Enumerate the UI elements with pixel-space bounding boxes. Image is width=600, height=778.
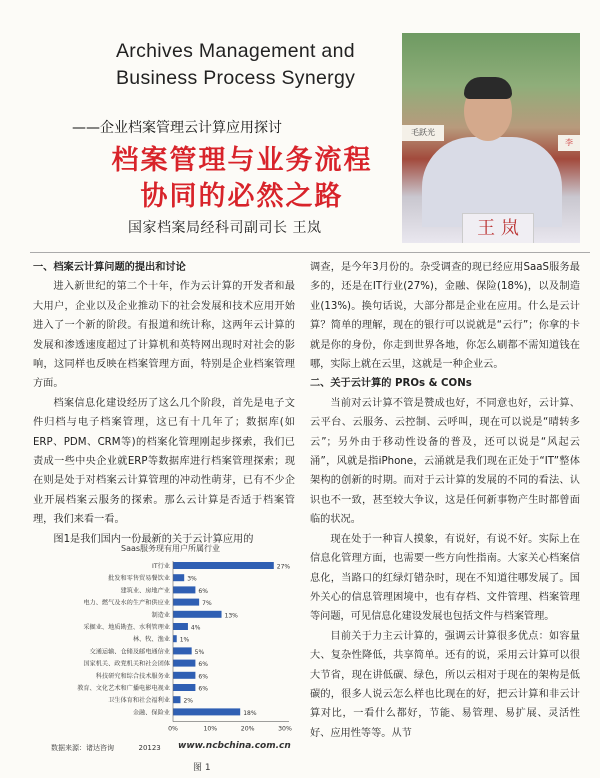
value-label: 13% — [224, 612, 238, 620]
english-title — [116, 38, 406, 92]
source-label: 数据来源：诸达咨询 — [51, 744, 114, 752]
english-title-line2: Business Process Synergy — [116, 67, 356, 89]
value-label: 1% — [179, 636, 190, 644]
category-label: IT行业 — [152, 563, 170, 570]
section-heading-2: 二、关于云计算的 PROs & CONs — [310, 378, 472, 390]
value-label: 4% — [190, 624, 201, 632]
category-label: 批发和零售贸易餐饮业 — [108, 575, 170, 583]
bar — [173, 562, 274, 569]
paragraph: 目前关于力主云计算的，强调云计算很多优点：如容量大、复杂性降低，共享简单。还有的说，采用云计算可以很大节省，现在讲低碳、绿色，所以云相对于现在的架构是低碳的，很多人说云怎么样也比现在的好，把云计算和非云计算对比，一看什么都好，节能、易管理、易扩展、灵活性好、应用性等等。从节 — [310, 630, 580, 739]
right-column — [310, 258, 580, 743]
subtitle: ——企业档案管理云计算应用探讨 — [72, 120, 282, 136]
value-label: 7% — [202, 600, 212, 608]
bar — [173, 672, 195, 679]
category-label: 林、牧、渔业 — [132, 636, 170, 644]
left-column — [33, 258, 295, 549]
paragraph: 当前对云计算不管是赞成也好，不同意也好，云计算、云平台、云服务、云控制、云呼叫，现在可以说是“晴转多云”；另外由于移动性设备的普及，还可以说是“风起云涌”，风就是指iPhone，云涌就是我们现在正处于“IT”整体架构的创新的时期。而对于云计算的发展的不同的看法、认识也不一致，甚至较大争议，这是任何新事物产生时都曾面临的状况。 — [310, 397, 580, 526]
saas-industry-bar-chart — [33, 553, 295, 739]
bar — [173, 574, 184, 581]
category-label: 建筑业、房地产业 — [120, 587, 170, 595]
author-byline: 国家档案局经科司副司长 王岚 — [128, 220, 322, 236]
value-label: 6% — [198, 587, 208, 595]
chart-source — [51, 743, 161, 753]
paragraph: 档案信息化建设经历了这么几个阶段，首先是电子文件归档与电子档案管理，这已有十几年了；数据库(如ERP、PDM、CRM等)的档案化管理刚起步探索，我们已责成一些中央企业就ERP等数据库进行档案管理探索；现在则是处于对档案云计算管理的冲动性萌芽，已有不少企业开展档案云服务的探索。那么云计算是否适于档案管理，我们来看一看。 — [33, 397, 295, 526]
english-title-line1: Archives Management and — [116, 40, 355, 62]
category-label: 交通运输、仓储及邮电通信业 — [89, 648, 170, 656]
category-label: 采掘业、地质勘查、水利管理业 — [83, 624, 170, 631]
bar — [173, 611, 222, 618]
category-label: 金融、保险业 — [132, 709, 170, 717]
main-title — [92, 143, 392, 215]
photo-person-hair — [464, 77, 512, 99]
category-label: 科技研究和综合技术服务业 — [95, 672, 170, 680]
bar — [173, 647, 192, 654]
section-heading-1: 一、档案云计算问题的提出和讨论 — [33, 262, 186, 273]
bar — [173, 586, 195, 593]
category-label: 国家机关、政党机关和社会团体 — [83, 660, 170, 668]
x-tick-label: 10% — [203, 725, 218, 733]
source-date: 20123 — [138, 744, 161, 752]
bar — [173, 599, 199, 606]
category-label: 制造业 — [151, 611, 170, 619]
paragraph: 图1是我们国内一份最新的关于云计算应用的 — [53, 533, 254, 545]
name-tag: 王 岚 — [462, 213, 534, 243]
bar — [173, 660, 195, 667]
figure-caption: 图 1 — [193, 763, 211, 773]
x-tick-label: 30% — [278, 725, 292, 733]
value-label: 5% — [194, 648, 205, 656]
paragraph: 现在处于一种盲人摸象，有说好，有说不好。实际上在信息化管理方面，也需要一些方向性指南。大家关心档案信息化，当路口的红绿灯错杂时，现在不知道往哪发展了。国外关心的信息管理困境中，也有存档、文件管理、档案管理等问题，可见信息化建设发展也包括文件与档案管理。 — [310, 533, 580, 623]
bar — [173, 684, 195, 691]
value-label: 18% — [243, 709, 257, 717]
figure-1 — [33, 543, 295, 773]
bar — [173, 623, 188, 630]
background-sign-right: 李 — [558, 135, 580, 151]
value-label: 6% — [198, 673, 208, 681]
main-title-line2: 协同的必然之路 — [140, 181, 344, 212]
author-photo — [402, 33, 580, 243]
value-label: 2% — [183, 697, 193, 705]
paragraph: 调查，是今年3月份的。杂受调查的现已经应用SaaS服务最多的，还是在IT行业(27%)，金融、保险(18%)，以及制造业(13%)。换句话说，大部分都是企业在应用。什么是云计算？简单的理解，现在的银行可以说就是“云行”；你拿的卡就是你的身份，你走到世界各地，你怎么刷都不需知道钱在哪，实际上就在云里，这就是一种企业云。 — [310, 262, 580, 371]
bar — [173, 696, 180, 703]
bar — [173, 635, 177, 642]
chart-title: Saas服务现有用户所属行业 — [121, 544, 221, 553]
divider — [30, 252, 590, 253]
value-label: 6% — [198, 685, 208, 693]
category-label: 教育、文化艺术和广播电影电视业 — [77, 685, 170, 692]
bar — [173, 708, 240, 715]
x-tick-label: 20% — [240, 725, 255, 733]
value-label: 6% — [198, 661, 208, 669]
background-sign: 毛跃光 — [402, 125, 444, 141]
main-title-line1: 档案管理与业务流程 — [111, 145, 373, 176]
paragraph: 进入新世纪的第二个十年，作为云计算的开发者和最大用户，企业以及企业推动下的社会发展和技术应用开始进入了一个新的阶段。有报道和统计称，这两年云计算的发展和渗透速度超过了计算机和英特网出现时对社会的影响，这同样也反映在档案管理方面，特别是企业档案管理方面。 — [33, 281, 295, 390]
value-label: 27% — [276, 563, 291, 571]
value-label: 3% — [187, 575, 197, 583]
x-tick-label: 0% — [168, 725, 178, 733]
chart-url: www.ncbchina.com.cn — [178, 741, 291, 751]
category-label: 电力、燃气及水的生产和供应业 — [83, 599, 170, 607]
category-label: 卫生体育和社会福利业 — [108, 697, 170, 705]
